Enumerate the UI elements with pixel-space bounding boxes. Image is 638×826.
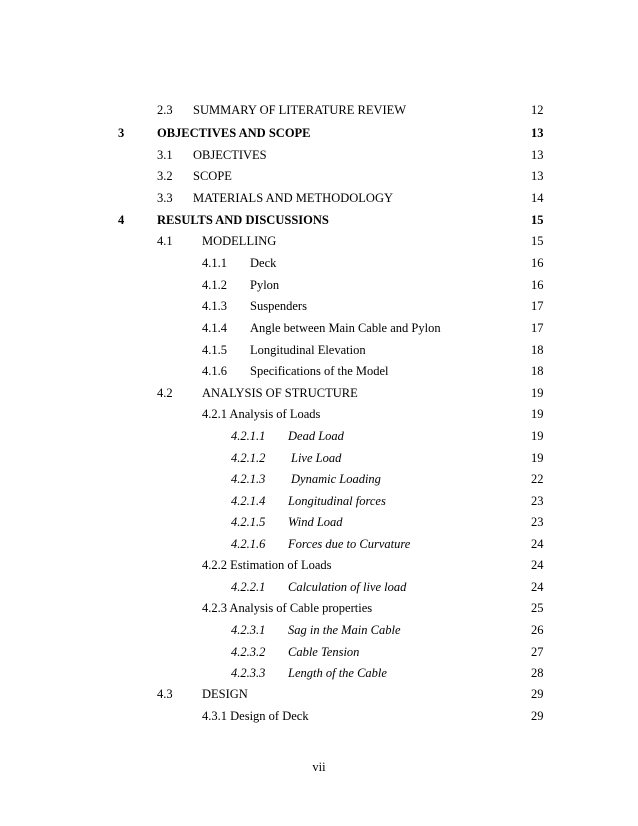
toc-entry <box>0 556 638 574</box>
toc-entry <box>0 685 638 703</box>
toc-entry <box>0 124 638 142</box>
page-number: 17 <box>531 299 544 313</box>
toc-entry <box>0 341 638 359</box>
section-number: 4.1.5 <box>202 343 227 357</box>
section-number: 4.2.1.1 <box>231 429 266 443</box>
page-number: 22 <box>531 472 544 486</box>
toc-entry <box>0 492 638 510</box>
toc-entry <box>0 513 638 531</box>
section-title: Longitudinal Elevation <box>250 343 366 357</box>
section-title: Dynamic Loading <box>291 472 381 486</box>
page-number: 15 <box>531 234 544 248</box>
section-title: DESIGN <box>202 687 248 701</box>
section-number: 4.2.1.3 <box>231 472 266 486</box>
toc-entry <box>0 146 638 164</box>
page-number: 16 <box>531 278 544 292</box>
section-title: Dead Load <box>288 429 344 443</box>
page-number: 19 <box>531 386 544 400</box>
page-number: 28 <box>531 666 544 680</box>
toc-entry <box>0 405 638 423</box>
page-number: 18 <box>531 343 544 357</box>
section-number: 4.2.1.6 <box>231 537 266 551</box>
toc-entry <box>0 535 638 553</box>
section-title: SCOPE <box>193 169 232 183</box>
toc-entry <box>0 232 638 250</box>
toc-entry <box>0 254 638 272</box>
section-title: Live Load <box>291 451 342 465</box>
page-number: 13 <box>531 126 544 140</box>
section-title: ANALYSIS OF STRUCTURE <box>202 386 358 400</box>
section-number: 4.2.1.4 <box>231 494 266 508</box>
section-title: Forces due to Curvature <box>288 537 411 551</box>
page-number: 18 <box>531 364 544 378</box>
page-number: 23 <box>531 494 544 508</box>
toc-entry <box>0 578 638 596</box>
section-title: Angle between Main Cable and Pylon <box>250 321 441 335</box>
toc-entry <box>0 599 638 617</box>
toc-entry <box>0 211 638 229</box>
page-footer-number: vii <box>312 760 326 774</box>
toc-entry <box>0 167 638 185</box>
section-title: Sag in the Main Cable <box>288 623 401 637</box>
toc-entry <box>0 319 638 337</box>
section-title: 4.2.3 Analysis of Cable properties <box>202 601 373 615</box>
toc-entry <box>0 470 638 488</box>
section-number: 4.2.1.2 <box>231 451 266 465</box>
section-title: OBJECTIVES <box>193 148 267 162</box>
section-title: Length of the Cable <box>288 666 387 680</box>
toc-entry <box>0 449 638 467</box>
toc-entry <box>0 643 638 661</box>
page-number: 13 <box>531 148 544 162</box>
section-title: 4.2.2 Estimation of Loads <box>202 558 332 572</box>
section-title: Cable Tension <box>288 645 360 659</box>
page-number: 15 <box>531 213 544 227</box>
page-number: 19 <box>531 451 544 465</box>
section-title: Wind Load <box>288 515 343 529</box>
page-number: 29 <box>531 709 544 723</box>
section-title: Deck <box>250 256 277 270</box>
section-number: 4.2 <box>157 386 173 400</box>
section-title: Suspenders <box>250 299 307 313</box>
page-number: 25 <box>531 601 544 615</box>
section-number: 4.2.3.2 <box>231 645 266 659</box>
section-title: MODELLING <box>202 234 277 248</box>
page-number: 17 <box>531 321 544 335</box>
section-number: 4.1.6 <box>202 364 227 378</box>
page-number: 14 <box>531 191 544 205</box>
section-number: 4.2.3.1 <box>231 623 266 637</box>
section-title: MATERIALS AND METHODOLOGY <box>193 191 393 205</box>
chapter-number: 4 <box>118 213 125 227</box>
section-title: 4.2.1 Analysis of Loads <box>202 407 321 421</box>
section-number: 4.1 <box>157 234 173 248</box>
section-title: SUMMARY OF LITERATURE REVIEW <box>193 103 407 117</box>
section-number: 4.1.4 <box>202 321 227 335</box>
toc-entry <box>0 362 638 380</box>
section-number: 4.1.2 <box>202 278 227 292</box>
section-title: Pylon <box>250 278 280 292</box>
page-number: 13 <box>531 169 544 183</box>
section-title: Calculation of live load <box>288 580 407 594</box>
page-number: 16 <box>531 256 544 270</box>
toc-entry <box>0 189 638 207</box>
page-number: 24 <box>531 537 544 551</box>
page-number: 24 <box>531 580 544 594</box>
page-number: 24 <box>531 558 544 572</box>
section-number: 4.3 <box>157 687 173 701</box>
section-number: 3.2 <box>157 169 173 183</box>
toc-entry <box>0 101 638 119</box>
toc-entry <box>0 384 638 402</box>
section-number: 3.3 <box>157 191 173 205</box>
toc-entry <box>0 297 638 315</box>
chapter-number: 3 <box>118 126 125 140</box>
page-number: 12 <box>531 103 544 117</box>
page-number: 23 <box>531 515 544 529</box>
section-title: Specifications of the Model <box>250 364 389 378</box>
toc-entry <box>0 621 638 639</box>
toc-entry <box>0 276 638 294</box>
section-number: 3.1 <box>157 148 173 162</box>
section-title: 4.3.1 Design of Deck <box>202 709 309 723</box>
page-number: 19 <box>531 429 544 443</box>
page-number: 19 <box>531 407 544 421</box>
toc-entry <box>0 427 638 445</box>
page-number: 29 <box>531 687 544 701</box>
toc-entry <box>0 664 638 682</box>
chapter-title: OBJECTIVES AND SCOPE <box>157 126 311 140</box>
section-title: Longitudinal forces <box>288 494 386 508</box>
toc-entry <box>0 707 638 725</box>
chapter-title: RESULTS AND DISCUSSIONS <box>157 213 329 227</box>
section-number: 4.2.2.1 <box>231 580 266 594</box>
page-number: 27 <box>531 645 544 659</box>
section-number: 4.1.3 <box>202 299 227 313</box>
section-number: 4.2.3.3 <box>231 666 266 680</box>
section-number: 2.3 <box>157 103 173 117</box>
page-number: 26 <box>531 623 544 637</box>
section-number: 4.1.1 <box>202 256 227 270</box>
section-number: 4.2.1.5 <box>231 515 266 529</box>
